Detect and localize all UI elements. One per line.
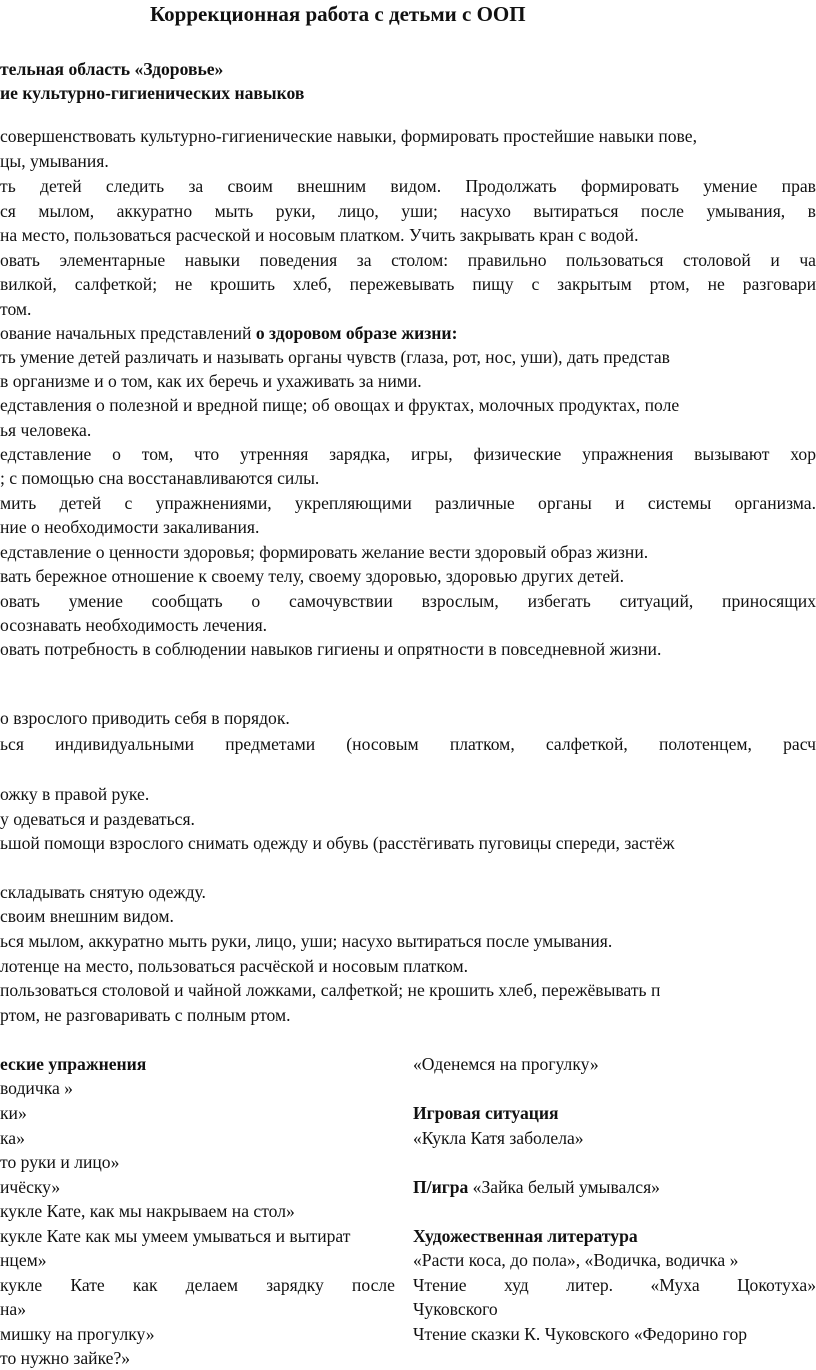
left-column-item: водичка » — [0, 1078, 73, 1098]
right-column-pgame — [413, 1175, 816, 1199]
healthy-line: едставления о полезной и вредной пище; об овощах и фруктах, молочных продуктах, поле — [0, 395, 680, 415]
goal-line: совершенствовать культурно-гигиенические навыки, формировать простейшие навыки пове, — [0, 126, 697, 146]
goal-line: ся мылом, аккуратно мыть руки, лицо, уши; насухо вытираться после умывания, в — [0, 201, 816, 221]
skill-line: своим внешним видом. — [0, 906, 174, 926]
section-area-heading: тельная область «Здоровье» — [0, 59, 224, 79]
left-column-item: нцем» — [0, 1250, 47, 1270]
page-title: Коррекционная работа с детьми с ООП — [150, 2, 526, 26]
skill-line: складывать снятую одежду. — [0, 882, 206, 902]
right-column-lit-item: Чтение худ литер. «Муха Цокотуха» — [413, 1275, 816, 1295]
goal-line: ть детей следить за своим внешним видом. Продолжать формировать умение прав — [0, 176, 816, 196]
right-column-lit-item: Чуковского — [413, 1299, 498, 1319]
goal-line: вилкой, салфеткой; не крошить хлеб, пережевывать пищу с закрытым ртом, не разговари — [0, 274, 816, 294]
goal-line: овать элементарные навыки поведения за столом: правильно пользоваться столовой и ча — [0, 250, 816, 270]
healthy-line: вать бережное отношение к своему телу, своему здоровью, здоровью других детей. — [0, 566, 624, 586]
healthy-heading-text: ование начальных представлений — [0, 323, 256, 343]
skill-line: ьшой помощи взрослого снимать одежду и обувь (расстёгивать пуговицы спереди, застёж — [0, 833, 675, 853]
goal-line: цы, умывания. — [0, 151, 109, 171]
right-column-game-heading: Игровая ситуация — [413, 1103, 559, 1123]
healthy-line: едставление о ценности здоровья; формировать желание вести здоровый образ жизни. — [0, 542, 649, 562]
healthy-line: ние о необходимости закаливания. — [0, 517, 260, 537]
left-column-item: ичёску» — [0, 1177, 61, 1197]
skill-line: ься мылом, аккуратно мыть руки, лицо, уши; насухо вытираться после умывания. — [0, 931, 613, 951]
left-column-item: ки» — [0, 1103, 27, 1123]
left-column-item: кукле Кате как делаем зарядку после — [0, 1275, 395, 1295]
healthy-line: в организме и о том, как их беречь и ухаживать за ними. — [0, 371, 422, 391]
skill-line: ожку в правой руке. — [0, 784, 150, 804]
right-column-lit-item: Чтение сказки К. Чуковского «Федорино гор — [413, 1324, 748, 1344]
right-column-lit-item: «Расти коса, до пола», «Водичка, водичка » — [413, 1250, 739, 1270]
left-column-item: кукле Кате, как мы накрываем на стол» — [0, 1201, 295, 1221]
healthy-line: едставление о том, что утренняя зарядка, игры, физические упражнения вызывают хор — [0, 444, 816, 464]
right-column-lit-heading: Художественная литература — [413, 1226, 638, 1246]
healthy-line: овать умение сообщать о самочувствии взрослым, избегать ситуаций, приносящих — [0, 591, 816, 611]
right-column-dress: «Оденемся на прогулку» — [413, 1054, 599, 1074]
left-column-item: ка» — [0, 1128, 25, 1148]
section-skills-heading: ие культурно-гигиенических навыков — [0, 83, 305, 103]
left-column-item: то руки и лицо» — [0, 1152, 120, 1172]
healthy-line: овать потребность в соблюдении навыков гигиены и опрятности в повседневной жизни. — [0, 639, 662, 659]
pgame-label: П/игра — [413, 1177, 469, 1197]
goal-line: том. — [0, 299, 32, 319]
skill-line: пользоваться столовой и чайной ложками, салфеткой; не крошить хлеб, пережёвывать п — [0, 980, 661, 1000]
healthy-line: осознавать необходимость лечения. — [0, 615, 268, 635]
skill-line: о взрослого приводить себя в порядок. — [0, 708, 290, 728]
right-column-game-item: «Кукла Катя заболела» — [413, 1128, 584, 1148]
skill-line: у одеваться и раздеваться. — [0, 809, 195, 829]
skill-line: ься индивидуальными предметами (носовым платком, салфеткой, полотенцем, расч — [0, 734, 816, 754]
healthy-line: ть умение детей различать и называть органы чувств (глаза, рот, нос, уши), дать представ — [0, 347, 670, 367]
goal-line: на место, пользоваться расческой и носовым платком. Учить закрывать кран с водой. — [0, 225, 639, 245]
left-column-heading: еские упражнения — [0, 1054, 147, 1074]
left-column-item: кукле Кате как мы умеем умываться и вытират — [0, 1226, 351, 1246]
skill-line: лотенце на место, пользоваться расчёской и носовым платком. — [0, 956, 469, 976]
healthy-heading-bold: о здоровом образе жизни: — [255, 323, 458, 343]
left-column-item: мишку на прогулку» — [0, 1324, 155, 1344]
healthy-line: ; с помощью сна восстанавливаются силы. — [0, 468, 320, 488]
left-column-item: на» — [0, 1299, 27, 1319]
pgame-text: «Зайка белый умывался» — [468, 1177, 660, 1197]
healthy-line: мить детей с упражнениями, укрепляющими различные органы и системы организма. — [0, 493, 816, 513]
healthy-heading — [0, 321, 816, 345]
healthy-line: ья человека. — [0, 420, 92, 440]
skill-line: ртом, не разговаривать с полным ртом. — [0, 1005, 291, 1025]
left-column-item: то нужно зайке?» — [0, 1348, 131, 1368]
